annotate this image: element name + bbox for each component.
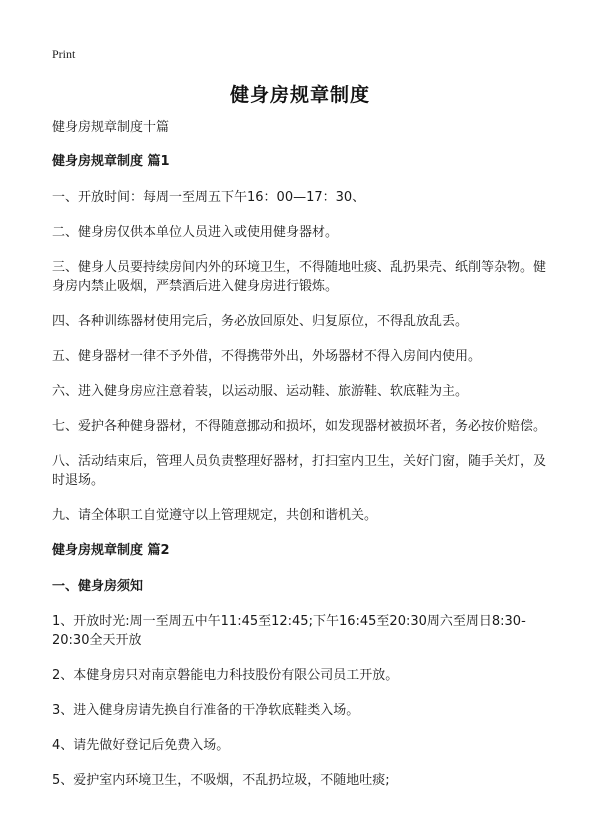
document-title: 健身房规章制度 xyxy=(229,84,370,106)
paragraph: 七、爱护各种健身器材，不得随意挪动和损坏，如发现器材被损坏者，务必按价赔偿。 xyxy=(52,419,547,434)
paragraph: 2、本健身房只对南京磐能电力科技股份有限公司员工开放。 xyxy=(52,668,399,683)
document-body xyxy=(52,118,552,806)
section-1 xyxy=(52,152,552,525)
paragraph: 六、进入健身房应注意着装，以运动服、运动鞋、旅游鞋、软底鞋为主。 xyxy=(52,384,469,399)
paragraph: 1、开放时光:周一至周五中午11:45至12:45;下午16:45至20:30周六至周日8:30-20:30全天开放 xyxy=(52,614,526,648)
paragraph: 5、爱护室内环境卫生，不吸烟，不乱扔垃圾，不随地吐痰; xyxy=(52,773,390,788)
section-subheading: 一、健身房须知 xyxy=(52,579,144,594)
print-label: Print xyxy=(52,47,76,61)
section-heading: 健身房规章制度 篇1 xyxy=(52,154,170,169)
document-subtitle: 健身房规章制度十篇 xyxy=(52,120,170,135)
paragraph: 八、活动结束后，管理人员负责整理好器材，打扫室内卫生，关好门窗，随手关灯，及时退场。 xyxy=(52,454,547,488)
paragraph: 3、进入健身房请先换自行准备的干净软底鞋类入场。 xyxy=(52,703,360,718)
paragraph: 三、健身人员要持续房间内外的环境卫生，不得随地吐痰、乱扔果壳、纸削等杂物。健身房内禁止吸烟，严禁酒后进入健身房进行锻炼。 xyxy=(52,260,547,294)
section-2 xyxy=(52,541,552,790)
paragraph: 一、开放时间：每周一至周五下午16：00—17：30、 xyxy=(52,190,366,205)
paragraph: 四、各种训练器材使用完后，务必放回原处、归复原位，不得乱放乱丢。 xyxy=(52,314,469,329)
paragraph: 二、健身房仅供本单位人员进入或使用健身器材。 xyxy=(52,225,339,240)
section-heading: 健身房规章制度 篇2 xyxy=(52,543,170,558)
paragraph: 九、请全体职工自觉遵守以上管理规定，共创和谐机关。 xyxy=(52,508,378,523)
paragraph: 4、请先做好登记后免费入场。 xyxy=(52,738,230,753)
paragraph: 五、健身器材一律不予外借，不得携带外出，外场器材不得入房间内使用。 xyxy=(52,349,482,364)
